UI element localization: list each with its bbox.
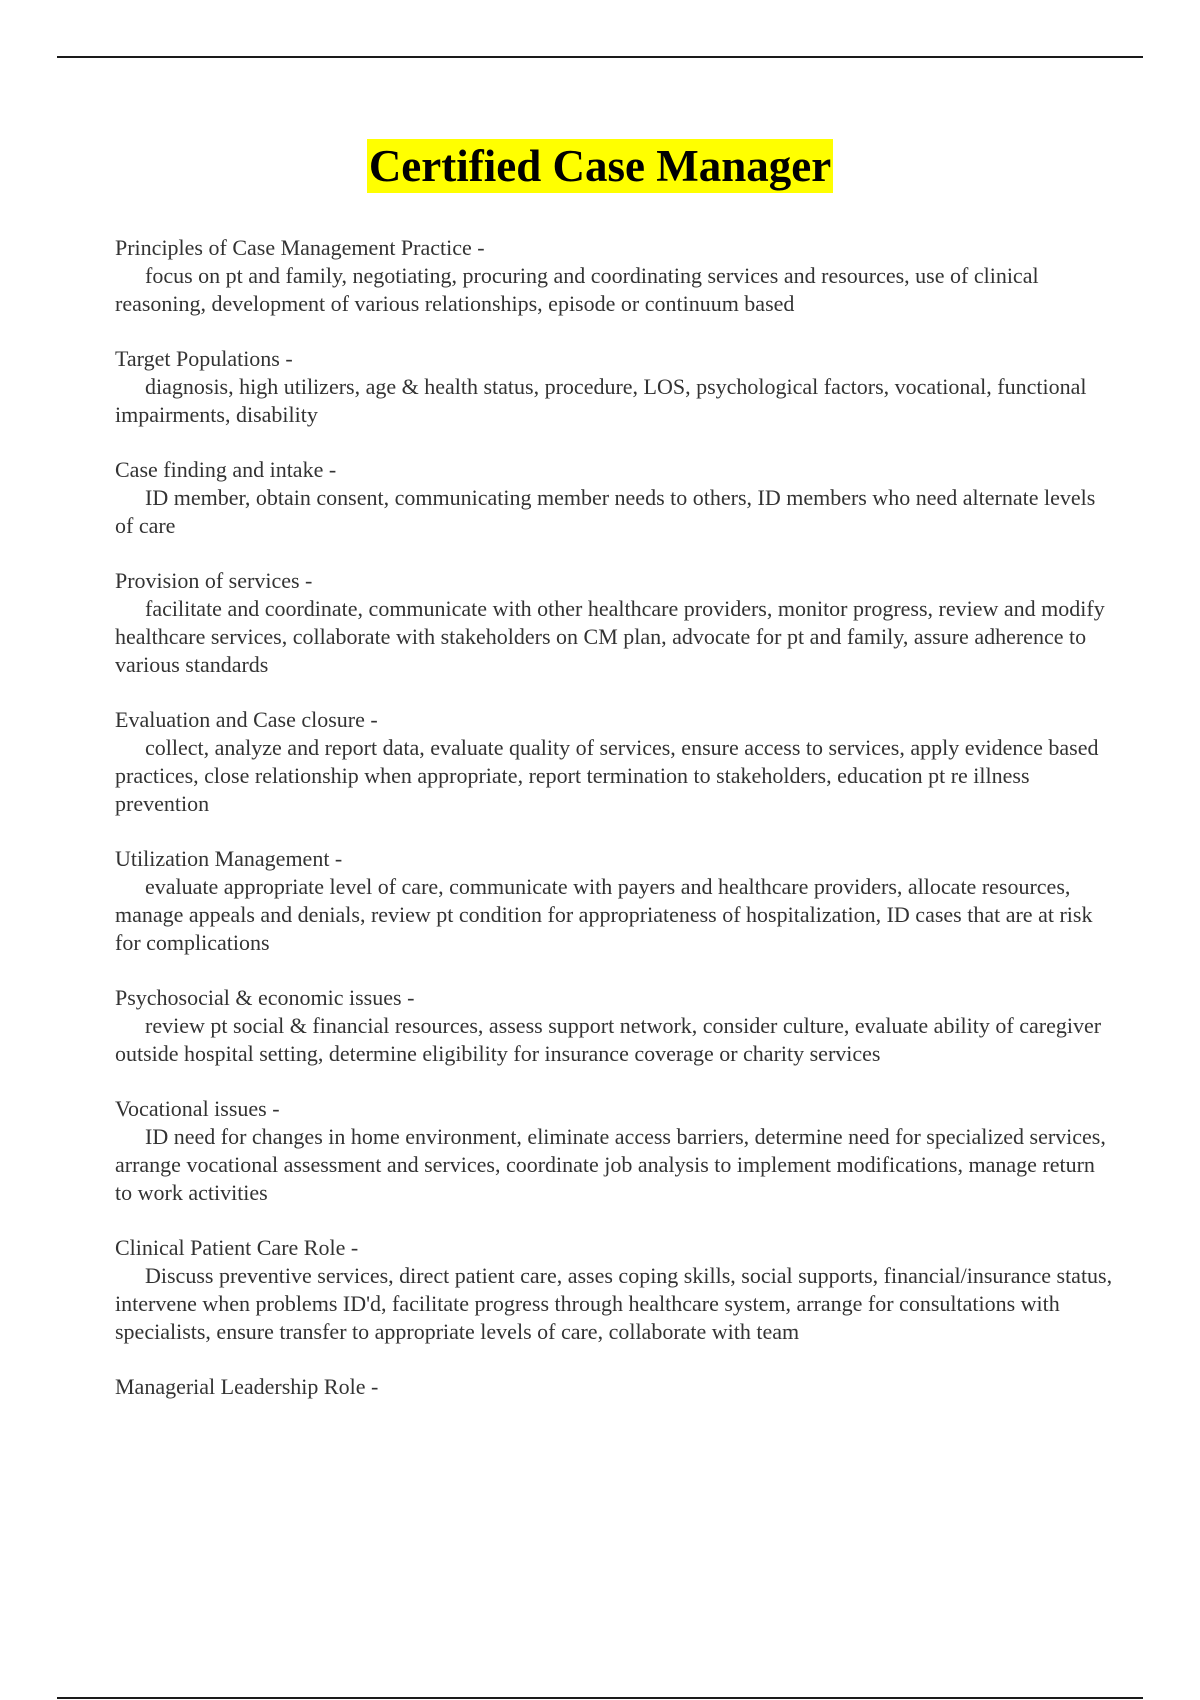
list-item [115,845,1115,957]
definition: ID need for changes in home environment, eliminate access barriers, determine need for specialized services, arrange vocational assessment and services, coordinate job analysis to implement modifications, manage return to work activities [115,1124,1106,1205]
definition: Discuss preventive services, direct patient care, asses coping skills, social supports, financial/insurance status, intervene when problems ID'd, facilitate progress through healthcare system, arrange for consultations with specialists, ensure transfer to appropriate levels of care, collaborate with team [115,1263,1113,1344]
term: Utilization Management - [115,846,343,871]
flashcard-list [115,234,1115,1428]
top-rule [57,56,1143,58]
definition: evaluate appropriate level of care, communicate with payers and healthcare providers, allocate resources, manage appeals and denials, review pt condition for appropriateness of hospitalization, ID cases that are at risk for complications [115,874,1093,955]
term: Evaluation and Case closure - [115,707,378,732]
term: Vocational issues - [115,1096,280,1121]
list-item [115,1234,1115,1346]
term: Principles of Case Management Practice - [115,235,485,260]
term: Case finding and intake - [115,457,337,482]
term: Psychosocial & economic issues - [115,985,415,1010]
list-item [115,984,1115,1068]
list-item [115,234,1115,318]
bottom-rule [57,1697,1143,1699]
term: Managerial Leadership Role - [115,1374,379,1399]
list-item [115,706,1115,818]
page-title: Certified Case Manager [368,141,832,191]
title-container [0,139,1200,193]
definition: diagnosis, high utilizers, age & health status, procedure, LOS, psychological factors, vocational, functional impairments, disability [115,374,1087,427]
definition: facilitate and coordinate, communicate with other healthcare providers, monitor progress, review and modify healthcare services, collaborate with stakeholders on CM plan, advocate for pt and family, assure adherence to various standards [115,596,1105,677]
definition: focus on pt and family, negotiating, procuring and coordinating services and resources, use of clinical reasoning, development of various relationships, episode or continuum based [115,263,1039,316]
term: Clinical Patient Care Role - [115,1235,359,1260]
list-item [115,345,1115,429]
definition: collect, analyze and report data, evaluate quality of services, ensure access to services, apply evidence based practices, close relationship when appropriate, report termination to stakeholders, education pt re illness prevention [115,735,1099,816]
definition: review pt social & financial resources, assess support network, consider culture, evaluate ability of caregiver outside hospital setting, determine eligibility for insurance coverage or charity services [115,1013,1102,1066]
list-item [115,1373,1115,1401]
list-item [115,456,1115,540]
term: Target Populations - [115,346,293,371]
term: Provision of services - [115,568,313,593]
list-item [115,1095,1115,1207]
definition: ID member, obtain consent, communicating member needs to others, ID members who need alternate levels of care [115,485,1096,538]
list-item [115,567,1115,679]
